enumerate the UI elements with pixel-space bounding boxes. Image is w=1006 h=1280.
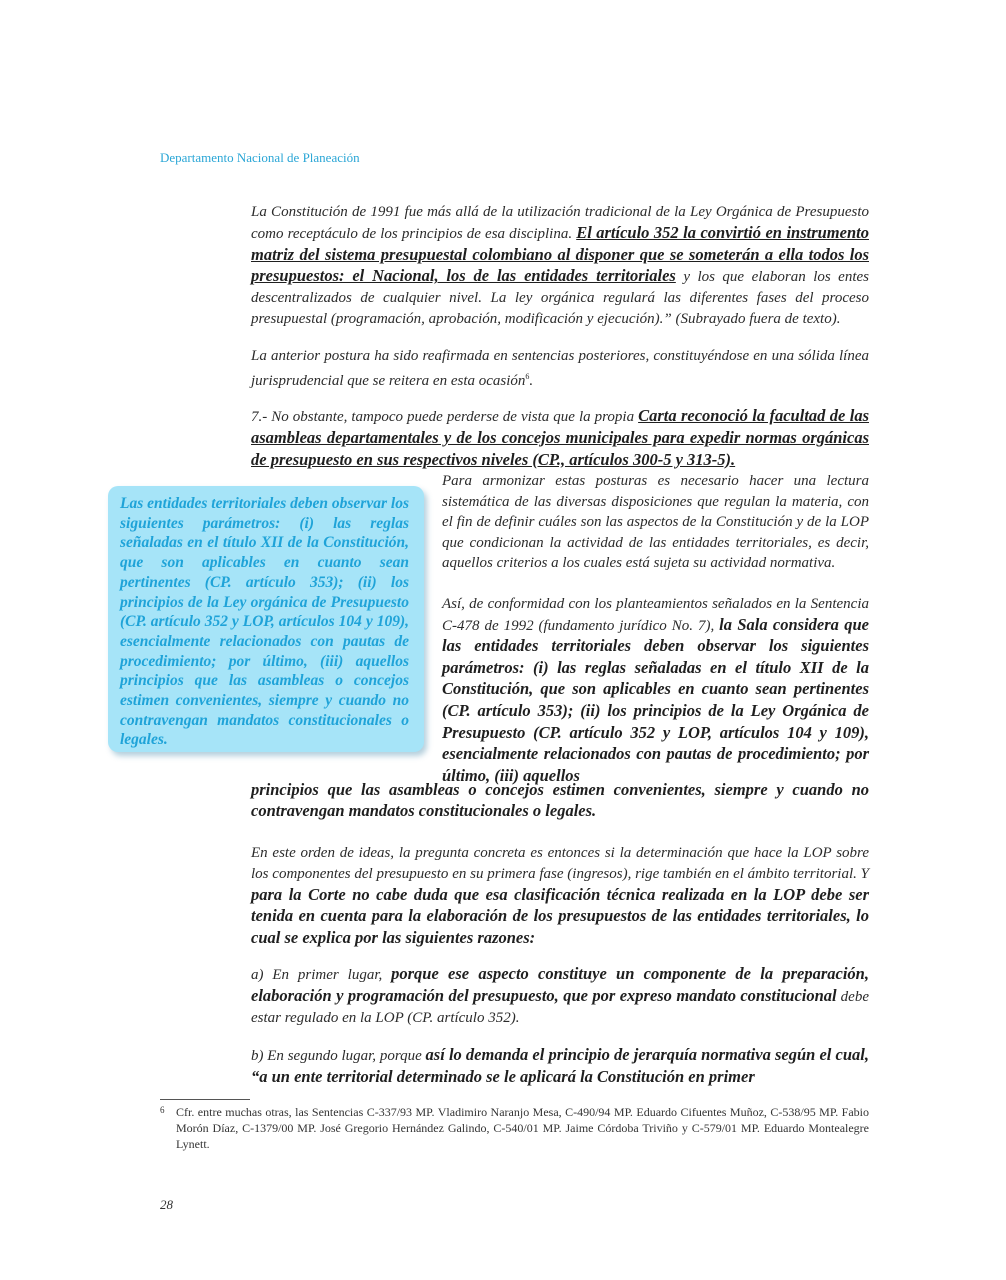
para3-underlined-emphasis: Carta reconoció la facultad de las asambleas departamentales y de los concejos municipales para expedir normas orgánicas de presupuesto en sus respectivos niveles (CP., artículos 300-5 y 313-5). — [251, 406, 869, 469]
para7-emphasis: porque ese aspecto constituye un componente de la preparación, elaboración y programación del presupuesto, que por expreso mandato constitucional — [251, 964, 869, 1005]
para8-emphasis: así lo demanda el principio de jerarquía normativa según el cual, “a un ente territorial determinado se le aplicará la Constitución en primer — [251, 1045, 869, 1086]
footnote-mark: 6 — [160, 1105, 165, 1115]
para8-intro: b) En segundo lugar, porque — [251, 1048, 426, 1064]
paragraph-reason-a — [251, 964, 869, 1028]
para5-intro: Así, de conformidad con los planteamientos señalados en la Sentencia C-478 de 1992 (fundamento jurídico No. 7), — [442, 596, 869, 634]
paragraph-parameters-tail: principios que las asambleas o concejos estimen convenientes, siempre y cuando no contravengan mandatos constitucionales o legales. — [251, 780, 869, 820]
para2-end: . — [529, 372, 534, 389]
para5-emphasis: la Sala considera que las entidades territoriales deben observar los siguientes parámetros: (i) las reglas señaladas en el título XII de la Constitución, que son aplicables en cuanto sean pertinentes (CP. artículo 353); (ii) los principios de la Ley Orgánica de Presupuesto (CP. artículo 352 y LOP, artículos 104 y 109), esencialmente relacionados con pautas de procedimiento; por último, (iii) aquellos — [442, 614, 869, 785]
para2-text: La anterior postura ha sido reafirmada en sentencias posteriores, constituyéndose en una sólida línea jurisprudencial que se reitera en esta ocasión — [251, 348, 869, 389]
para6-emphasis: para la Corte no cabe duda que esa clasificación técnica realizada en la LOP debe ser tenida en cuenta para la elaboración de los presupuestos de las entidades territoriales, lo cual se explica por las siguientes razones: — [251, 884, 869, 948]
paragraph-7 — [251, 406, 869, 471]
paragraph-constitution-1991 — [251, 202, 869, 330]
footnote-reference[interactable]: 6 — [525, 371, 530, 381]
paragraph-harmonize: Para armonizar estas posturas es necesario hacer una lectura sistemática de las diversas disposiciones que regulan la materia, con el fin de definir cuáles son las aspectos de la Constitución y de la LOP que condicionan la actividad de las entidades territoriales, es decir, aquellos criterios a los cuales está sujeta su actividad normativa. — [442, 473, 869, 572]
para7-closing: debe estar regulado en la LOP (CP. artículo 352). — [251, 988, 869, 1026]
paragraph-question — [251, 843, 869, 950]
para7-intro: a) En primer lugar, — [251, 967, 392, 983]
para1-closing: y los que elaboran los entes descentralizados de cualquier nivel. La ley orgánica regulará las diferentes fases del proceso presupuestal (programación, aprobación, modificación y ejecución).” (Subrayado fuera de texto). — [251, 269, 870, 327]
running-header: Departamento Nacional de Planeación — [160, 150, 360, 165]
para1-underlined-emphasis: El artículo 352 la convirtió en instrumento matriz del sistema presupuestal colombiano al disponer que se someterán a ella todos los presupuestos: el Nacional, los de las entidades territoriales — [251, 222, 869, 286]
paragraph-reason-b — [251, 1045, 869, 1089]
page-number: 28 — [160, 1197, 173, 1212]
callout-text: Las entidades territoriales deben observar los siguientes parámetros: (i) las reglas señaladas en el título XII de la Constitución, que son aplicables en cuanto sean pertinentes (CP. artículo 353); (ii) los principios de la Ley orgánica de Presupuesto (CP. artículo 352 y LOP, artículos 104 y 109), esencialmente relacionados con pautas de procedimiento; por último, (iii) aquellos principios que las asambleas o concejos estimen convenientes, siempre y cuando no contravengan mandatos constitucionales o legales. — [120, 495, 409, 749]
para3-intro: 7.- No obstante, tampoco puede perderse de vista que la propia — [251, 409, 639, 425]
footnote — [160, 1104, 869, 1152]
footnote-divider — [160, 1099, 250, 1100]
footnote-text: Cfr. entre muchas otras, las Sentencias C-337/93 MP. Vladimiro Naranjo Mesa, C-490/94 MP. Eduardo Cifuentes Muñoz, C-538/95 MP. Fabio Morón Díaz, C-1379/00 MP. José Gregorio Hernández Galindo, C-540/01 MP. Jaime Córdoba Triviño y C-579/01 MP. Eduardo Montealegre Lynett. — [176, 1105, 869, 1151]
para1-intro: La Constitución de 1991 fue más allá de la utilización tradicional de la Ley Orgánica de Presupuesto como receptáculo de los principios de esa disciplina. — [251, 204, 869, 242]
paragraph-jurisprudence — [251, 346, 869, 392]
paragraph-parameters — [442, 594, 869, 787]
para6-intro: En este orden de ideas, la pregunta concreta es entonces si la determinación que hace la LOP sobre los componentes del presupuesto en su primera fase (ingresos), rige también en el ámbito territorial. Y — [251, 845, 869, 882]
